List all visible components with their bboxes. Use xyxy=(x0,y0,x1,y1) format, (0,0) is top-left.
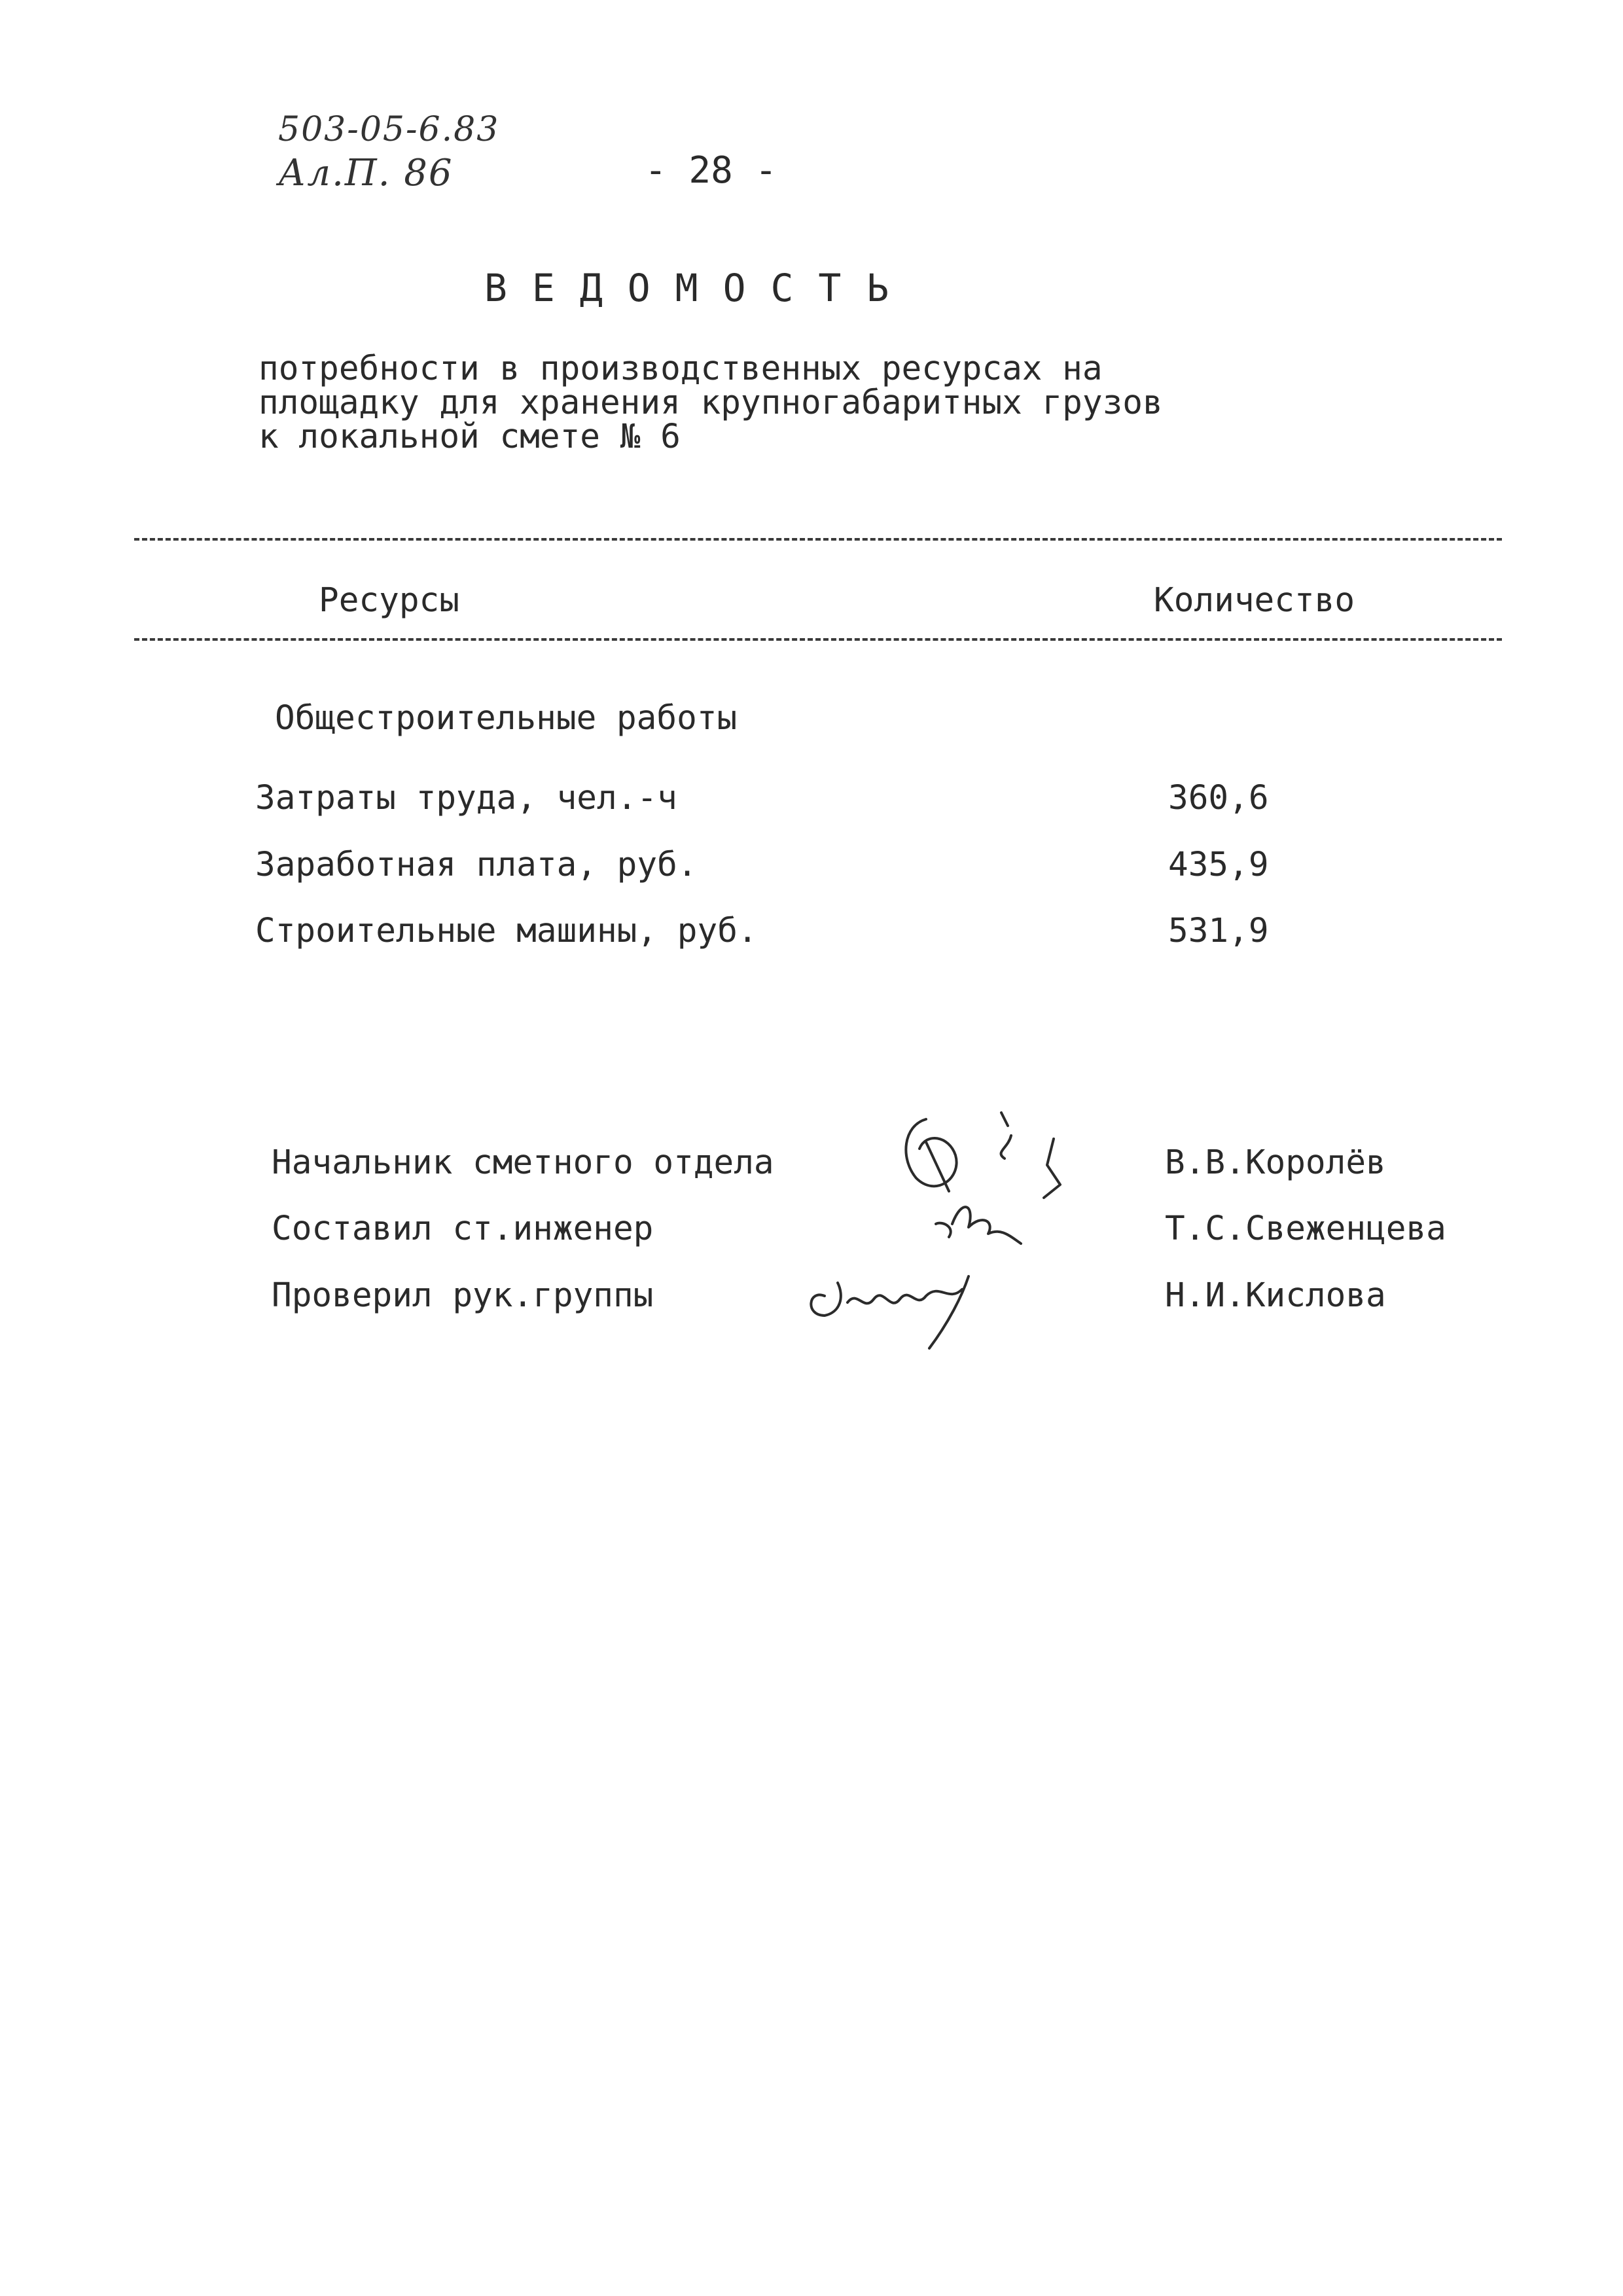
table-row-label: Заработная плата, руб. xyxy=(255,846,698,884)
signatory-name: Н.И.Кислова xyxy=(1165,1276,1386,1315)
document-title: ВЕДОМОСТЬ xyxy=(484,266,914,310)
table-row-value: 531,9 xyxy=(1168,912,1269,950)
table-row-value: 360,6 xyxy=(1168,779,1269,817)
signature-group-lead xyxy=(811,1283,962,1316)
table-header-divider xyxy=(134,638,1502,641)
subtitle-line: потребности в производственных ресурсах на xyxy=(259,350,1103,388)
sheet-reference: Ал.П. 86 xyxy=(278,152,454,194)
page-number: - 28 - xyxy=(645,149,777,192)
signatory-name: В.В.Королёв xyxy=(1165,1143,1386,1182)
handwritten-signatures xyxy=(785,1086,1126,1361)
signatory-role: Составил ст.инженер xyxy=(272,1210,654,1248)
section-heading: Общестроительные работы xyxy=(275,699,738,738)
table-row-value: 435,9 xyxy=(1168,846,1269,884)
table-row-label: Затраты труда, чел.-ч xyxy=(255,779,677,817)
table-row-label: Строительные машины, руб. xyxy=(255,912,758,950)
subtitle-line: к локальной смете № 6 xyxy=(259,418,681,456)
signatory-role: Начальник сметного отдела xyxy=(272,1143,774,1182)
column-header-quantity: Количество xyxy=(1154,581,1355,620)
document-code: 503-05-6.83 xyxy=(278,110,500,149)
table-top-divider xyxy=(134,538,1502,541)
column-header-resources: Ресурсы xyxy=(319,581,459,620)
subtitle-line: площадку для хранения крупногабаритных грузов xyxy=(259,384,1163,422)
signature-engineer xyxy=(952,1207,1021,1244)
signatory-name: Т.С.Свеженцева xyxy=(1165,1210,1446,1248)
signatory-role: Проверил рук.группы xyxy=(272,1276,654,1315)
